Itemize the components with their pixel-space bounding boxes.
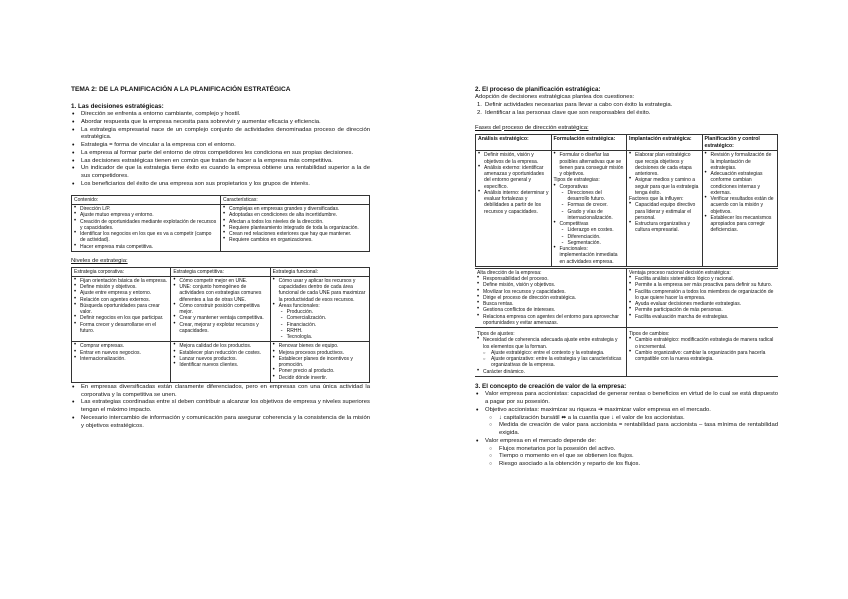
table-header: Estrategia funcional: [270, 267, 369, 276]
list-item: • Valor empresa en el mercado depende de: [475, 438, 778, 446]
list-item: • Un indicador de que la estrategia tiene éxito es cuando la empresa obtiene una rentabilidad superior a la de sus competidores. [71, 165, 370, 181]
list-item: • Definir negocios en los que participar. [74, 315, 168, 321]
table-header: Formulación estratégica: [551, 135, 627, 151]
list-item: • Permite participación de más personas. [629, 307, 776, 313]
list-item: • Establecer planes de incentivos y promoción. [273, 356, 367, 369]
cell-title: Alta dirección de la empresa: [477, 269, 542, 276]
list-item: • Competitivas [554, 221, 625, 227]
list-item: • Ajuste entre empresa y entorno. [74, 290, 168, 296]
list-item: • Ayuda evaluar decisiones mediante estrategias. [629, 301, 776, 307]
list-item: • Establecer los mecanismos apropiados para corregir deficiencias. [705, 215, 776, 234]
list-item: • Mejora procesos productivos. [273, 350, 367, 356]
phases-table [475, 134, 778, 267]
table-header: Análisis estratégico: [476, 135, 552, 151]
list-item: ○ Medida de creación de valor para accionista = rentabilidad para accionista – tasa mínima de rentabilidad exigida. [475, 422, 778, 438]
list-item: • Adoptadas en condiciones de alta incertidumbre. [223, 212, 367, 218]
table-cell [270, 342, 369, 383]
list-item: ○ Riesgo asociado a la obtención y reparto de los flujos. [475, 461, 778, 469]
list-item: - Tecnología. [273, 334, 367, 340]
list-item: - Liderazgo en costes. [554, 227, 625, 233]
list-item: • Objetivo accionistas: maximizar su riqueza ➔ maximizar valor empresa en el mercado. [475, 407, 778, 415]
list-item: • Define misión y objetivos. [74, 284, 168, 290]
list-item: • Crear y mantener ventaja competitiva. [173, 315, 267, 321]
list-item: • Las estrategias coordinadas entre sí deben contribuir a alcanzar los objetivos de empresa y niveles superiores tengan el máximo impacto. [71, 399, 370, 415]
list-item: • Dirección L/P. [74, 206, 218, 212]
list-item: • Elaborar plan estratégico que recoja objetivos y decisiones de cada etapa anteriores. [629, 152, 700, 177]
list-item: - Producción. [273, 309, 367, 315]
list-item: • La empresa al formar parte del entorno de otros competidores les condiciona en sus propias decisiones. [71, 150, 370, 158]
list-item: • Movilizar los recursos y capacidades. [477, 289, 624, 295]
table-cell [627, 268, 779, 327]
list-item: • Relaciona empresa con agentes del entorno para aprovechar oportunidades y evitar amenazas. [477, 314, 624, 327]
list-item: • Estrategia = forma de vincular a la empresa con el entorno. [71, 142, 370, 150]
list-item: • Comprar empresas. [74, 343, 168, 349]
table-cell [171, 276, 270, 342]
list-item: • Cómo competir mejor en UNE. [173, 278, 267, 284]
list-item: • Permite a la empresa ser más proactiva para definir su futuro. [629, 282, 776, 288]
strategy-types-label: Tipos de estrategias: [553, 177, 600, 184]
list-item: • Identificar los negocios en los que es va a competir (campo de actividad). [74, 231, 218, 244]
list-item: • Afectan a todos los niveles de la dirección. [223, 219, 367, 225]
list-item: • Las decisiones estratégicas tienen en común que tratan de hacer a la empresa más competitiva. [71, 158, 370, 166]
list-item: • Lanzar nuevos productos. [173, 356, 267, 362]
list-item: • Análisis externo: identificar amenazas y oportunidades del entorno general y específico. [478, 165, 549, 190]
table-cell [627, 151, 703, 267]
list-item: • Fijan orientación básica de la empresa. [74, 278, 168, 284]
list-item: ○ ↓ capitalización bursátil ⬌ a la cuantía que ↓ el valor de los accionistas. [475, 415, 778, 423]
management-table [475, 268, 778, 377]
table-header: Planificación y control estratégico: [702, 135, 778, 151]
list-item: • Facilita análisis sistemático lógico y racional. [629, 276, 776, 282]
table-cell [475, 268, 627, 327]
list-item: • La estrategia empresarial nace de un complejo conjunto de actividades denominadas proceso de dirección estratégica. [71, 127, 370, 143]
section-2-list [475, 102, 778, 118]
list-item: • UNE: conjunto homogéneo de actividades con estrategias comunes diferentes a las de otras UNE. [173, 284, 267, 303]
phases-heading: Fases del proceso de dirección estratégica: [475, 124, 589, 131]
list-item: • Revisión y formalización de la implantación de estrategias. [705, 152, 776, 171]
list-item: • Requiere planteamiento integrado de toda la organización. [223, 225, 367, 231]
table-cell [551, 151, 627, 267]
list-item: • Crean red relaciones exteriores que hay que mantener. [223, 231, 367, 237]
strategy-levels-table [71, 267, 370, 383]
list-item: • Define misión, visión y objetivos. [477, 282, 624, 288]
table-header: Contenido: [72, 195, 221, 204]
page-title: TEMA 2: DE LA PLANIFICACIÓN A LA PLANIFICACIÓN ESTRATÉGICA [71, 86, 291, 93]
section-1-list [71, 111, 370, 189]
table-cell [171, 342, 270, 383]
list-item: 2. Identificar a las personas clave que son responsables del éxito. [477, 109, 651, 116]
list-item: • Establecer plan reducción de costes. [173, 350, 267, 356]
list-item: • Decidir dónde invertir. [273, 375, 367, 381]
section-2-intro: Adopción de decisiones estratégicas plantea dos cuestiones: [475, 94, 635, 101]
table-cell [702, 151, 778, 267]
list-item: • Formular o diseñar las posibles alternativas que se tienen para conseguir misión y objetivos. [554, 152, 625, 177]
section-3-sublist [475, 415, 778, 438]
left-column [71, 0, 370, 431]
list-item: - Grado y vías de internacionalización. [554, 209, 625, 222]
list-item: • Facilita evaluación marcha de estrategias. [629, 314, 776, 320]
list-item: • Carácter dinámico. [477, 369, 624, 375]
list-item: • Responsabilidad del proceso. [477, 276, 624, 282]
list-item: • Abordar respuesta que la empresa necesita para sobrevivir y aumentar eficacia y eficiencia. [71, 119, 370, 127]
list-item: • Crear, mejorar y explotar recursos y capacidades. [173, 322, 267, 335]
list-item: - Financiación. [273, 322, 367, 328]
list-item: • Capacidad equipo directivo para liderar y estimular el personal. [629, 202, 700, 221]
list-item: • Busca rentas. [477, 301, 624, 307]
section-3-list [475, 391, 778, 414]
list-item: • Requiere cambios en organizaciones. [223, 237, 367, 243]
list-item: ○ Ajuste organizativo: entre la estrategia y las características organizativas de la empresa. [477, 356, 624, 369]
cell-title: Tipos de ajustes: [477, 331, 515, 338]
list-item: • Cambio estratégico: modificación estrategia de manera radical o incremental. [629, 337, 776, 350]
list-item: - Diferenciación. [554, 234, 625, 240]
list-item: • Complejas en empresas grandes y diversificadas. [223, 206, 367, 212]
section-1-title: 1. Las decisiones estratégicas: [71, 102, 164, 110]
table-cell [72, 342, 171, 383]
closing-list [71, 384, 370, 431]
list-item: • Áreas funcionales: [273, 303, 367, 309]
table-cell [627, 328, 779, 377]
table-header: Estrategia competitiva: [171, 267, 270, 276]
list-item: • Necesidad de coherencia adecuada ajuste entre estrategia y los elementos que la forman. [477, 337, 624, 350]
list-item: • Asignar medios y camino a seguir para que la estrategia tenga éxito. [629, 177, 700, 196]
table-header: Estrategia corporativa: [72, 267, 171, 276]
list-item: • Poner precio al producto. [273, 368, 367, 374]
list-item: • Identificar nuevos clientes. [173, 362, 267, 368]
table-header: Implantación estratégica: [627, 135, 703, 151]
list-item: ○ Flujos monetarios por la posesión del activo. [475, 446, 778, 454]
list-item: • Los beneficiarios del éxito de una empresa son sus propietarios y los grupos de interés. [71, 181, 370, 189]
cell-title: Ventaja proceso racional decisión estratégica: [629, 269, 731, 276]
table-cell [475, 328, 627, 377]
list-item: - Formas de crecer. [554, 202, 625, 208]
list-item: • Cambio organizativo: cambiar la organización para hacerla compatible con la nueva estrategia. [629, 350, 776, 363]
table-cell [476, 151, 552, 267]
table-cell [72, 276, 171, 342]
list-item: • Dirección se enfrenta a entorno cambiante, complejo y hostil. [71, 111, 370, 119]
list-item: • Ajuste mutuo empresa y entorno. [74, 212, 218, 218]
list-item: • Cómo usar y aplicar los recursos y capacidades dentro de cada área funcional de cada UNE para maximizar la productividad de esos recursos. [273, 278, 367, 303]
list-item: • Renovar bienes de equipo. [273, 343, 367, 349]
list-item: • Funcionales: implementación inmediata en actividades empresa. [554, 246, 625, 265]
list-item: - Comercialización. [273, 315, 367, 321]
list-item: • Creación de oportunidades mediante explotación de recursos y capacidades. [74, 219, 218, 232]
list-item: • Forma crecer y desarrollarse en el futuro. [74, 322, 168, 335]
list-item: ○ Tiempo o momento en el que se obtienen los flujos. [475, 453, 778, 461]
content-characteristics-table [71, 195, 370, 252]
list-item: • Hacer empresa más competitiva. [74, 244, 218, 250]
list-item: • Relación con agentes externos. [74, 297, 168, 303]
list-item: • Necesario intercambio de información y comunicación para asegurar coherencia y la consistencia de la misión y objetivos estratégicos. [71, 415, 370, 431]
table-header: Características: [221, 195, 370, 204]
list-item: - Segmentación. [554, 240, 625, 246]
list-item: • Mejora calidad de los productos. [173, 343, 267, 349]
list-item: • Adecuación estrategias conforme cambian condiciones internas y externas. [705, 171, 776, 196]
list-item: • Búsqueda oportunidades para crear valor. [74, 303, 168, 316]
table-cell [221, 205, 370, 252]
list-item: 1. Definir actividades necesarias para llevar a cabo con éxito la estrategia. [477, 102, 673, 109]
list-item: - RRHH. [273, 328, 367, 334]
section-3-list-b [475, 438, 778, 446]
list-item: • Estructura organizativa y cultura empresarial. [629, 221, 700, 234]
section-2-title: 2. El proceso de planificación estratégica: [475, 86, 601, 93]
cell-title: Tipos de cambios: [629, 331, 670, 338]
list-item: • Facilita comprensión a todos los miembros de organización de lo que quiere hacer la empresa. [629, 289, 776, 302]
section-3-title: 3. El concepto de creación de valor de la empresa: [475, 382, 627, 390]
list-item: • Entrar en nuevos negocios. [74, 350, 168, 356]
list-item: ○ Ajuste estratégico: entre el contexto y la estrategia. [477, 350, 624, 356]
list-item: • Corporativas [554, 184, 625, 190]
list-item: • Valor empresa para accionistas: capacidad de generar rentas o beneficios en virtud de lo cual se está dispuesto a pagar por su posesión. [475, 391, 778, 407]
table-cell [72, 205, 221, 252]
list-item: • Definir misión, visión y objetivos de la empresa. [478, 152, 549, 165]
list-item: • Gestiona conflictos de intereses. [477, 307, 624, 313]
section-3-sublist-b [475, 446, 778, 469]
list-item: - Direcciones del desarrollo futuro. [554, 190, 625, 203]
list-item: • En empresas diversificadas están claramente diferenciados, pero en empresas con una única actividad la corporativa y la competitiva se unen. [71, 384, 370, 400]
list-item: • Internacionalización. [74, 356, 168, 362]
list-item: • Análisis interno: determinar y evaluar fortalezas y debilidades a partir de los recursos y capacidades. [478, 190, 549, 215]
list-item: • Dirige el proceso de dirección estratégica. [477, 295, 624, 301]
levels-heading: Niveles de estrategia: [71, 257, 128, 264]
list-item: • Verificar resultados están de acuerdo con la misión y objetivos. [705, 196, 776, 215]
right-column [475, 0, 778, 469]
table-cell [270, 276, 369, 342]
factors-label: Factores que la influyen: [629, 196, 684, 203]
list-item: • Cómo construir posición competitiva mejor. [173, 303, 267, 316]
